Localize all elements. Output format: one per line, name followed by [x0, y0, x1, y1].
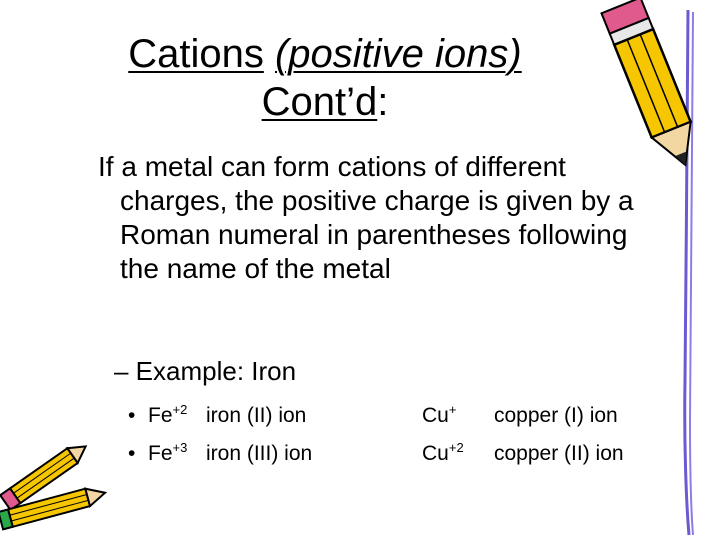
- ion-formula: [148, 432, 206, 470]
- slide-title: [90, 30, 560, 126]
- title-colon: :: [377, 80, 389, 124]
- paragraph-text: If a metal can form cations of different charges, the positive charge is given by a Roman numeral in parentheses following the name of the metal: [98, 151, 634, 284]
- element-symbol: Cu: [422, 442, 449, 465]
- list-item: [128, 432, 312, 470]
- element-symbol: Fe: [148, 442, 173, 465]
- element-symbol: Cu: [422, 404, 449, 427]
- main-paragraph: [98, 150, 658, 286]
- ion-formula: [422, 432, 494, 470]
- ion-charge: +2: [448, 440, 464, 455]
- title-word: Cations: [128, 32, 264, 76]
- example-heading: – Example: Iron: [114, 356, 297, 386]
- ion-charge: +3: [172, 440, 188, 455]
- ion-name: iron (III) ion: [206, 442, 313, 465]
- title-subtitle: (positive ions): [274, 32, 522, 76]
- title-contd: Cont’d: [261, 80, 378, 124]
- pencils-icon: [0, 430, 120, 540]
- ion-charge: +: [448, 402, 457, 417]
- ion-name: copper (I) ion: [494, 404, 618, 427]
- pencil-icon: [590, 0, 720, 540]
- ion-charge: +2: [172, 402, 188, 417]
- iron-list: [128, 394, 312, 470]
- list-item: [128, 394, 312, 432]
- ion-formula: [148, 394, 206, 432]
- ion-name: copper (II) ion: [494, 442, 624, 465]
- element-symbol: Fe: [148, 404, 173, 427]
- ion-formula: [422, 394, 494, 432]
- ion-name: iron (II) ion: [206, 404, 307, 427]
- bullet: •: [128, 442, 136, 465]
- bullet: •: [128, 404, 136, 427]
